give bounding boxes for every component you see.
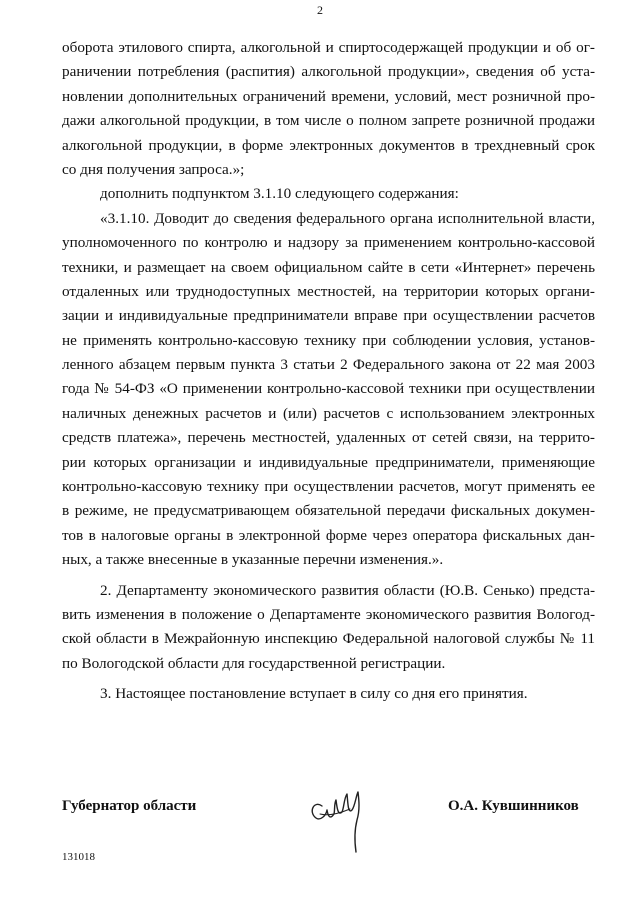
text-line: 2. Департаменту экономического развития области (Ю.В. Сенько) предста- [100, 581, 595, 599]
text-line: со дня получения запроса.»; [62, 160, 245, 178]
text-line: зации и индивидуальные предприниматели вправе при осуществлении расчетов [62, 307, 595, 325]
text-line: не применять контрольно-кассовую технику при соблюдении условия, установ- [62, 331, 595, 349]
signature-block [0, 776, 640, 856]
paragraph [62, 182, 595, 206]
text-line: алкогольной продукции, в форме электронных документов в трехдневный срок [62, 136, 595, 154]
text-line: наличных денежных расчетов и (или) расчетов с использованием электронных [62, 404, 595, 422]
signer-title: Губернатор области [62, 798, 197, 814]
text-line: дажи алкогольной продукции, в том числе о полном запрете розничной продажи [62, 112, 595, 130]
text-line: в режиме, не предусматривающем обязательной передачи фискальных докумен- [62, 502, 595, 520]
text-line: ных, а также внесенные в указанные перечни изменения.». [62, 551, 444, 569]
text-line: техники, и размещает на своем официальном сайте в сети «Интернет» перечень [62, 258, 595, 276]
text-line: 3. Настоящее постановление вступает в силу со дня его принятия. [100, 685, 528, 703]
text-line: «3.1.10. Доводит до сведения федерального органа исполнительной власти, [100, 209, 595, 227]
text-line: оборота этилового спирта, алкогольной и спиртосодержащей продукции и об ог- [62, 39, 595, 56]
text-line: тов в налоговые органы в электронной форме через оператора фискальных дан- [62, 526, 595, 544]
text-line: раничении потребления (распития) алкогольной продукции», сведения об уста- [62, 63, 595, 81]
text-line: года № 54-ФЗ «О применении контрольно-кассовой техники при осуществлении [62, 380, 595, 398]
text-line: контрольно-кассовую технику при осуществлении расчетов, могут применять ее [62, 478, 595, 496]
handwritten-signature-icon [300, 776, 380, 856]
text-line: по Вологодской области для государственной регистрации. [62, 654, 446, 672]
text-line: ской области в Межрайонную инспекцию Федеральной налоговой службы № 11 [62, 630, 595, 648]
paragraph [62, 682, 595, 706]
text-line: дополнить подпунктом 3.1.10 следующего содержания: [100, 185, 459, 203]
page-number: 2 [317, 3, 323, 17]
paragraph [62, 207, 595, 573]
text-line: вить изменения в положение о Департаменте экономического развития Вологод- [62, 605, 595, 623]
paragraph [62, 579, 595, 677]
text-line: средств платежа», перечень местностей, удаленных от сетей связи, на террито- [62, 429, 595, 447]
paragraph [62, 36, 595, 182]
text-line: уполномоченного по контролю и надзору за применением контрольно-кассовой [62, 234, 595, 252]
document-code: 131018 [62, 851, 95, 863]
text-line: рии которых организации и индивидуальные предприниматели, применяющие [62, 453, 595, 471]
text-line: отдаленных или труднодоступных местностей, на территории которых органи- [62, 282, 595, 300]
signer-name: О.А. Кувшинников [448, 798, 579, 814]
document-body [62, 36, 595, 707]
text-line: новлении дополнительных ограничений времени, условий, мест розничной про- [62, 87, 595, 105]
text-line: ленного абзацем первым пункта 3 статьи 2 Федерального закона от 22 мая 2003 [62, 356, 595, 374]
